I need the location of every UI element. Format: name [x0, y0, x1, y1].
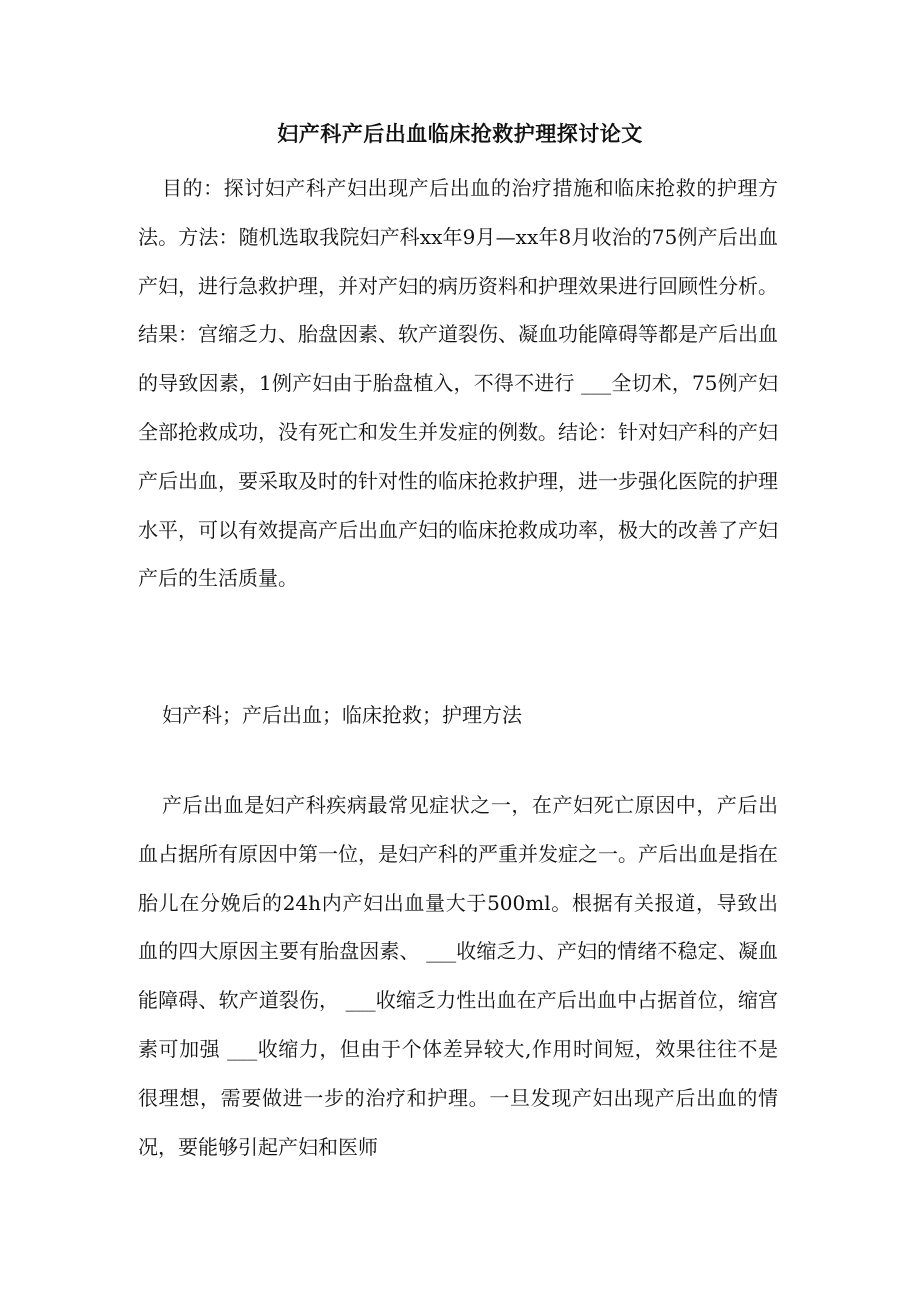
abstract-paragraph: 目的：探讨妇产科产妇出现产后出血的治疗措施和临床抢救的护理方法。方法：随机选取我院妇产科xx年9月—xx年8月收治的75例产后出血产妇，进行急救护理，并对产妇的病历资料和护理效果进行回顾性分析。结果：宫缩乏力、胎盘因素、软产道裂伤、凝血功能障碍等都是产后出血的导致因素，1例产妇由于胎盘植入，不得不进行 ___全切术，75例产妇全部抢救成功，没有死亡和发生并发症的例数。结论：针对妇产科的产妇产后出血，要采取及时的针对性的临床抢救护理，进一步强化医院的护理水平，可以有效提高产后出血产妇的临床抢救成功率，极大的改善了产妇产后的生活质量。	[138, 176, 778, 591]
body-paragraph: 产后出血是妇产科疾病最常见症状之一，在产妇死亡原因中，产后出血占据所有原因中第一位，是妇产科的严重并发症之一。产后出血是指在胎儿在分娩后的24h内产妇出血量大于500ml。根据有关报道，导致出血的四大原因主要有胎盘因素、 ___收缩乏力、产妇的情绪不稳定、凝血能障碍、软产道裂伤， ___收缩乏力性出血在产后出血中占据首位，缩宫素可加强 ___收缩力，但由于个体差异较大,作用时间短，效果往往不是很理想，需要做进一步的治疗和护理。一旦发现产妇出现产后出血的情况，要能够引起产妇和医师	[138, 793, 778, 1159]
keywords-paragraph: 妇产科；产后出血；临床抢救；护理方法	[162, 703, 522, 727]
document-title: 妇产科产后出血临床抢救护理探讨论文	[277, 121, 643, 146]
